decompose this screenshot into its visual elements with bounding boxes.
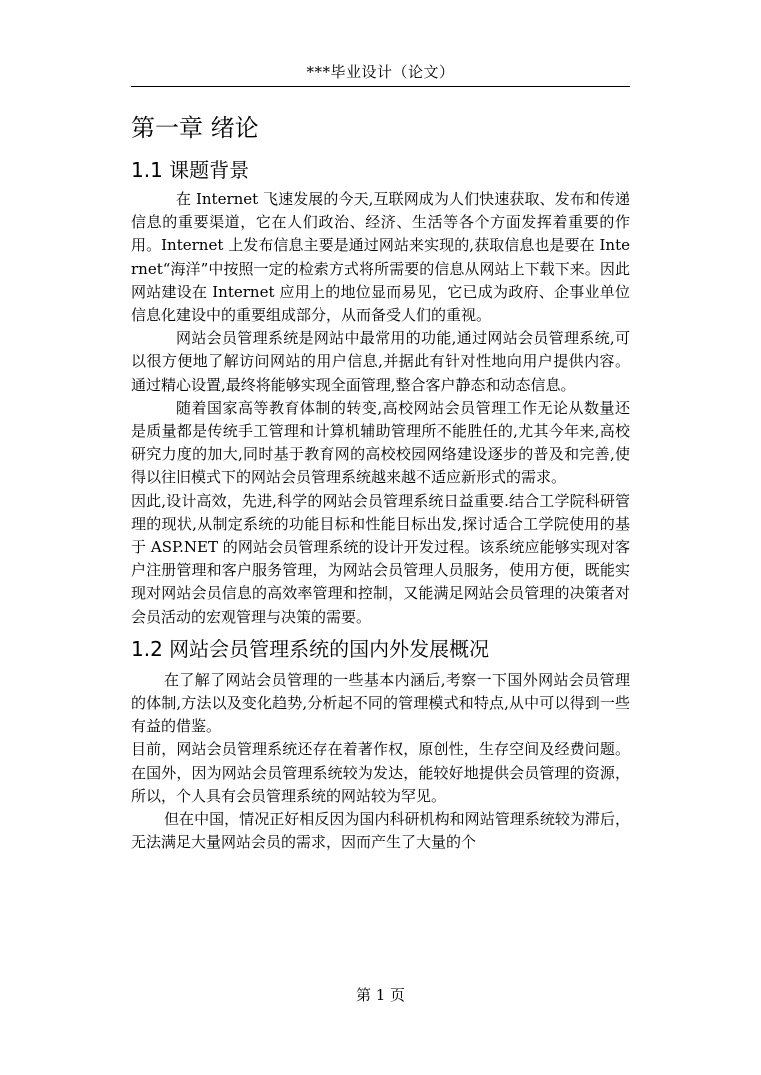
header-rule bbox=[131, 86, 630, 87]
paragraph: 因此,设计高效，先进,科学的网站会员管理系统日益重要.结合工学院科研管理的现状,从制定系统的功能目标和性能目标出发,探讨适合工学院使用的基于 ASP.NET 的网站会员管理系统的设计开发过程。该系统应能够实现对客户注册管理和客户服务管理，为网站会员管理人员服务，使用方便，既能实现对网站会员信息的高效率管理和控制，又能满足网站会员管理的决策者对会员活动的宏观管理与决策的需要。 bbox=[131, 491, 630, 626]
paragraph: 但在中国，情况正好相反因为国内科研机构和网站管理系统较为滞后，无法满足大量网站会员的需求，因而产生了大量的个 bbox=[131, 810, 630, 852]
paragraph: 随着国家高等教育体制的转变,高校网站会员管理工作无论从数量还是质量都是传统手工管理和计算机辅助管理所不能胜任的,尤其今年来,高校研究力度的加大,同时基于教育网的高校校园网络建设逐步的普及和完善,使得以往旧模式下的网站会员管理系统越来越不适应新形式的需求。 bbox=[131, 398, 630, 487]
paragraph: 在了解了网站会员管理的一些基本内涵后,考察一下国外网站会员管理的体制,方法以及变化趋势,分析起不同的管理模式和特点,从中可以得到一些有益的借鉴。 bbox=[131, 670, 630, 736]
page-content bbox=[131, 112, 630, 854]
paragraph: 目前，网站会员管理系统还存在着著作权，原创性，生存空间及经费问题。在国外，因为网站会员管理系统较为发达，能较好地提供会员管理的资源，所以，个人具有会员管理系统的网站较为罕见。 bbox=[131, 740, 630, 805]
document-page bbox=[131, 0, 630, 1075]
section-heading-1-1: 1.1 课题背景 bbox=[131, 158, 250, 182]
paragraph: 在 Internet 飞速发展的今天,互联网成为人们快速获取、发布和传递信息的重要渠道，它在人们政治、经济、生活等各个方面发挥着重要的作用。Internet 上发布信息主要是通过网站来实现的,获取信息也是要在 Internet“海洋”中按照一定的检索方式将所需要的信息从网站上下载下来。因此网站建设在 Internet 应用上的地位显而易见，它已成为政府、企事业单位信息化建设中的重要组成部分，从而备受人们的重视。 bbox=[131, 190, 630, 325]
paragraph: 网站会员管理系统是网站中最常用的功能,通过网站会员管理系统,可以很方便地了解访问网站的用户信息,并据此有针对性地向用户提供内容。通过精心设置,最终将能够实现全面管理,整合客户静态和动态信息。 bbox=[131, 329, 630, 394]
chapter-title: 第一章 绪论 bbox=[131, 114, 259, 142]
page-header: ***毕业设计（论文） bbox=[306, 63, 455, 81]
page-number: 第 1 页 bbox=[355, 986, 406, 1004]
section-heading-1-2: 1.2 网站会员管理系统的国内外发展概况 bbox=[131, 636, 490, 661]
